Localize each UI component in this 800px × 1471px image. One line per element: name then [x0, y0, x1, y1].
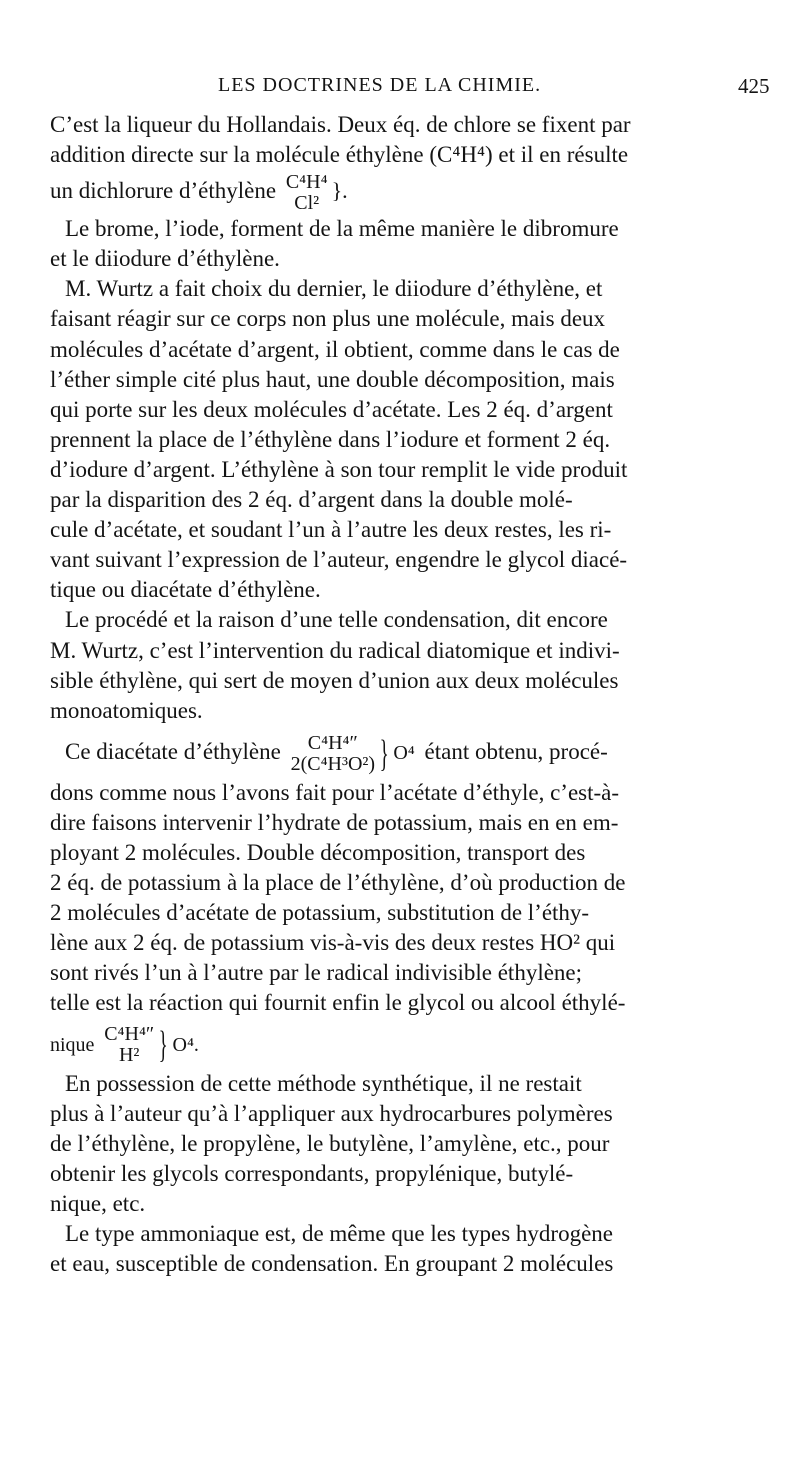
text-line: C’est la liqueur du Hollandais. Deux éq. de chlore se fixent par	[50, 112, 631, 137]
formula-top: C⁴H⁴	[285, 170, 328, 193]
text-line: cule d’acétate, et soudant l’un à l’autre les deux restes, les ri-	[50, 517, 612, 543]
text-line: telle est la réaction qui fournit enfin le glycol ou alcool éthylé-	[50, 990, 626, 1016]
text-line: Le procédé et la raison d’une telle condensation, dit encore	[65, 607, 608, 633]
formula-stack	[286, 172, 328, 214]
text-line: sible éthylène, qui sert de moyen d’union aux deux molécules	[50, 667, 619, 693]
formula-tail: O⁴.	[172, 1033, 199, 1056]
formula-stack	[104, 1024, 154, 1066]
text-line: faisant réagir sur ce corps non plus une molécule, mais deux	[50, 306, 606, 332]
text-line: nique, etc.	[50, 1190, 146, 1216]
text-line: lène aux 2 éq. de potassium vis-à-vis des deux restes HO² qui	[50, 930, 616, 956]
text-line: addition directe sur la molécule éthylène (C⁴H⁴) et il en résulte	[50, 142, 629, 168]
text-line: obtenir les glycols correspondants, propylénique, butylé-	[50, 1160, 574, 1186]
text-line: qui porte sur les deux molécules d’acétate. Les 2 éq. d’argent	[50, 396, 613, 422]
text-segment: un dichlorure d’éthylène	[50, 178, 277, 204]
text-line: et eau, susceptible de condensation. En groupant 2 molécules	[50, 1251, 614, 1277]
formula-bottom: 2(C⁴H³O²)	[290, 752, 376, 775]
page-number: 425	[738, 74, 770, 98]
text-line: et le diiodure d’éthylène.	[50, 246, 280, 272]
formula-stack	[291, 733, 376, 775]
text-line: sont rivés l’un à l’autre par le radical indivisible éthylène;	[50, 960, 583, 986]
text-line: dons comme nous l’avons fait pour l’acétate d’éthyle, c’est-à-	[50, 779, 620, 805]
dichloride-formula	[286, 172, 328, 214]
formula-top: C⁴H⁴″	[104, 1023, 155, 1046]
text-line-with-formula	[50, 726, 762, 778]
text-line: d’iodure d’argent. L’éthylène à son tour remplit le vide produit	[50, 456, 628, 482]
formula-bottom: H²	[118, 1044, 140, 1067]
text-line: l’éther simple cité plus haut, une double décomposition, mais	[50, 366, 615, 392]
text-line: tique ou diacétate d’éthylène.	[50, 577, 321, 603]
text-line: 2 molécules d’acétate de potassium, substitution de l’éthy-	[50, 900, 590, 926]
text-line: Le type ammoniaque est, de même que les types hydrogène	[65, 1221, 613, 1246]
text-line: 2 éq. de potassium à la place de l’éthylène, d’où production de	[50, 870, 626, 896]
text-line: prennent la place de l’éthylène dans l’iodure et forment 2 éq.	[50, 426, 611, 452]
text-line: vant suivant l’expression de l’auteur, engendre le glycol diacé-	[50, 547, 628, 573]
text-line: dire faisons intervenir l’hydrate de potassium, mais en en em-	[50, 809, 619, 835]
text-line: M. Wurtz a fait choix du dernier, le diiodure d’éthylène, et	[65, 276, 603, 302]
text-line: plus à l’auteur qu’à l’appliquer aux hydrocarbures polymères	[50, 1100, 613, 1126]
text-segment: nique	[50, 1033, 95, 1056]
text-line: M. Wurtz, c’est l’intervention du radical diatomique et indivi-	[50, 637, 620, 663]
formula-brace: }.	[331, 178, 348, 204]
text-line: Le brome, l’iode, forment de la même manière le dibromure	[65, 216, 619, 242]
formula-brace: }	[158, 1024, 168, 1067]
formula-tail: O⁴	[393, 742, 415, 764]
running-title: LES DOCTRINES DE LA CHIMIE.	[218, 74, 542, 96]
text-line: En possession de cette méthode synthétique, il ne restait	[65, 1070, 582, 1096]
text-segment: étant obtenu, procé-	[424, 738, 608, 764]
formula-top: C⁴H⁴″	[307, 731, 358, 754]
text-line: monoatomiques.	[50, 697, 203, 723]
diacetate-formula	[291, 733, 415, 775]
glycol-formula	[104, 1024, 199, 1066]
text-line: par la disparition des 2 éq. d’argent dans la double molé-	[50, 487, 573, 513]
text-line-with-formula	[50, 1019, 762, 1069]
text-line: ployant 2 molécules. Double décomposition, transport des	[50, 839, 586, 865]
formula-brace: }	[379, 732, 389, 775]
text-line: de l’éthylène, le propylène, le butylène, l’amylène, etc., pour	[50, 1130, 610, 1156]
text-segment: Ce diacétate d’éthylène	[65, 738, 281, 764]
text-line: molécules d’acétate d’argent, il obtient, comme dans le cas de	[50, 336, 620, 362]
formula-bottom: Cl²	[294, 191, 320, 214]
text-line-with-formula	[50, 168, 762, 214]
body-text	[50, 110, 762, 1279]
